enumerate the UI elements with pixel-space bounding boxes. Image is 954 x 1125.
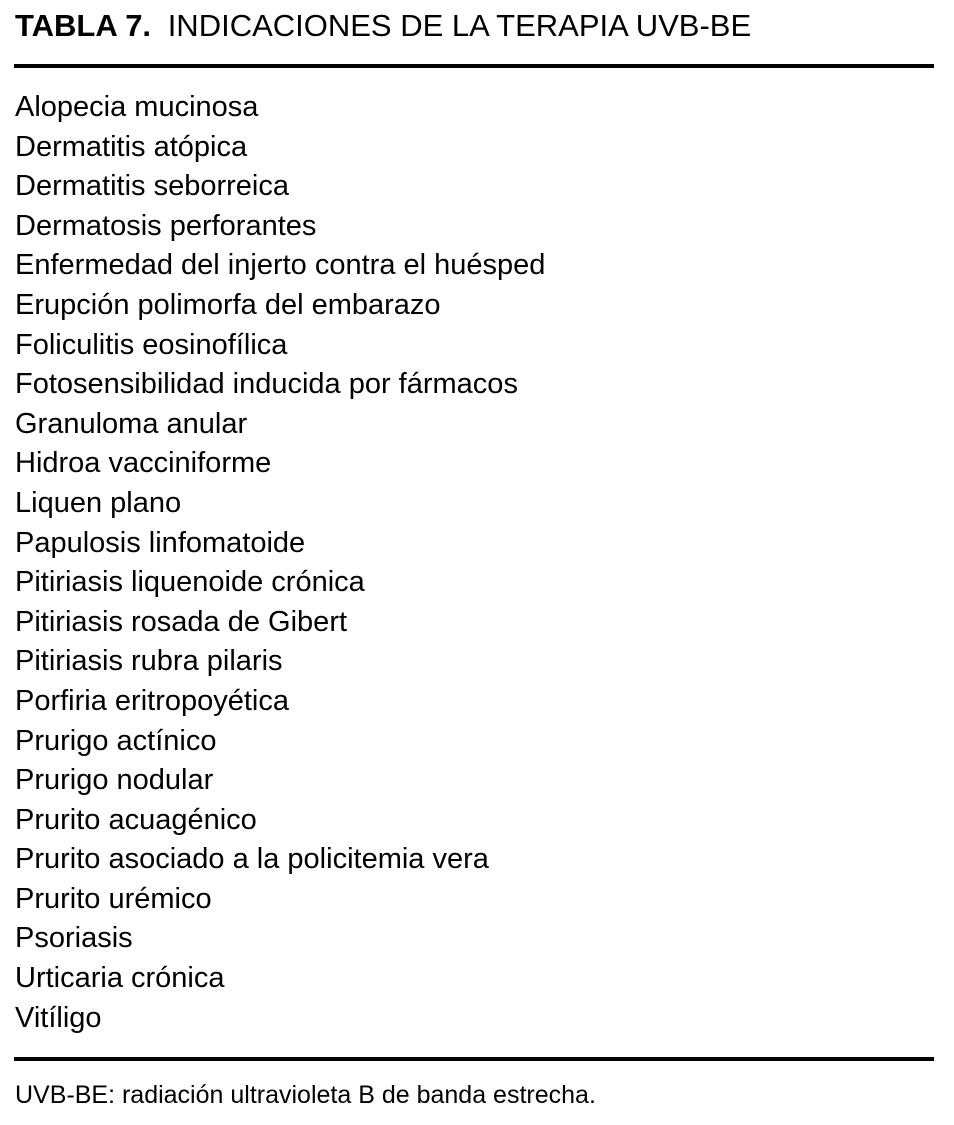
list-item: Hidroa vacciniforme [15,447,272,480]
list-item: Urticaria crónica [15,962,225,995]
list-item: Prurito urémico [15,882,212,915]
list-item: Liquen plano [15,486,182,519]
list-item: Foliculitis eosinofílica [15,328,288,361]
list-item: Prurigo actínico [15,724,217,757]
table-number-label: TABLA 7. [15,8,152,43]
list-item: Prurito asociado a la policitemia vera [15,843,489,876]
list-item: Pitiriasis rosada de Gibert [15,605,348,638]
table-title-text: INDICACIONES DE LA TERAPIA UVB-BE [167,8,752,43]
list-item: Dermatitis atópica [15,130,248,163]
list-item: Vitíligo [15,1001,102,1034]
table-title [15,8,751,44]
list-item: Porfiria eritropoyética [15,684,289,717]
list-item: Papulosis linfomatoide [15,526,306,559]
table-footnote: UVB-BE: radiación ultravioleta B de banda estrecha. [15,1081,596,1109]
list-item: Pitiriasis liquenoide crónica [15,566,365,599]
list-item: Granuloma anular [15,407,248,440]
list-item: Prurigo nodular [15,764,214,797]
indications-list [15,88,545,1038]
list-item: Pitiriasis rubra pilaris [15,645,283,678]
list-item: Prurito acuagénico [15,803,257,836]
list-item: Enfermedad del injerto contra el huésped [15,249,546,282]
list-item: Fotosensibilidad inducida por fármacos [15,368,518,401]
list-item: Psoriasis [15,922,133,955]
list-item: Erupción polimorfa del embarazo [15,288,441,321]
top-rule-divider [14,64,934,68]
list-item: Alopecia mucinosa [15,91,259,123]
list-item: Dermatitis seborreica [15,170,289,203]
bottom-rule-divider [14,1057,934,1061]
list-item: Dermatosis perforantes [15,209,317,242]
